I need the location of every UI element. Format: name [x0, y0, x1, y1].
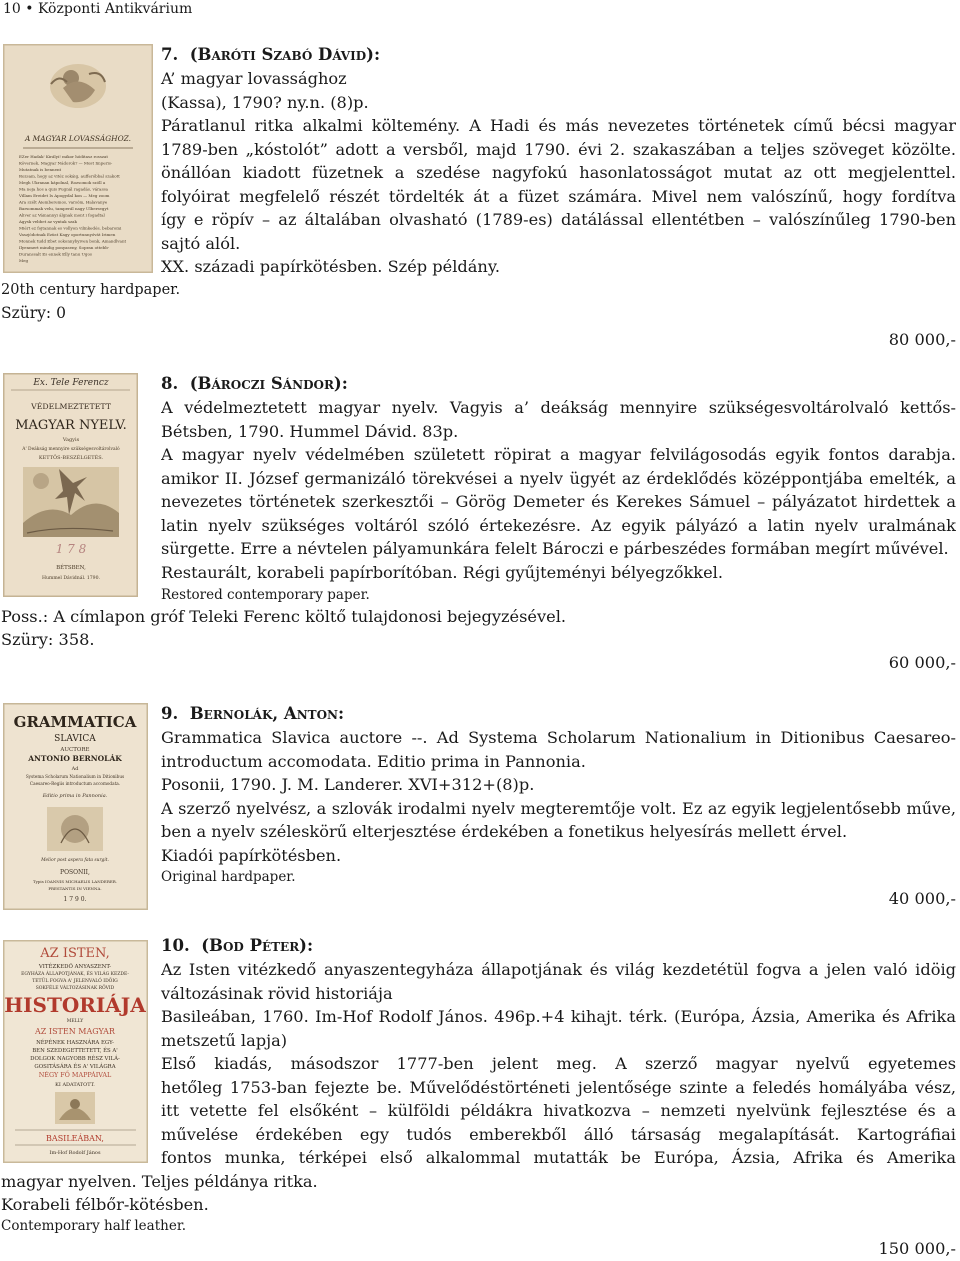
body-line: amikor II. József germanizáló törekvései a nyelv ügyét az érdeklődés középpontjába emelték, a	[161, 468, 956, 488]
cover-line: ANTONIO BERNOLÁK	[28, 754, 122, 763]
cover-text-line: Vaszjódotnak Ezüst Kagy oportunnyóvát Irimen	[19, 232, 116, 237]
body-line: Kiadói papírkötésben.	[161, 845, 342, 865]
cover-inscription: Ex. Tele Ferencz	[33, 378, 109, 388]
cover-line: Editio prima in Pannonia.	[42, 793, 108, 799]
cover-line: AZ ISTEN,	[40, 946, 110, 961]
body-line: Restaurált, korabeli papírborítóban. Régi gyűjteményi bélyegzőkkel.	[161, 562, 724, 582]
lot-number: 7.	[161, 45, 179, 64]
body-line: Bétsben, 1790. Hummel Dávid. 83p.	[161, 421, 459, 441]
body-line: nevezetes történetek szerkesztői – Görög Demeter és Kerekes Sámuel – pályázatot hirdettek a	[161, 492, 956, 511]
cover-image-lot-10	[3, 940, 148, 1163]
cover-line: KI ADATATOTT.	[55, 1082, 95, 1088]
cover-line: MAGYAR NYELV.	[15, 418, 127, 433]
body-line: XX. századi papírkötésben. Szép példány.	[161, 257, 500, 276]
cover-line: NÉPÉNEK HASZNÁRA EGY-	[36, 1040, 114, 1046]
cover-line: Melior post aspera fata surgit.	[41, 858, 109, 863]
lot-author: (Bároczi Sándor):	[189, 374, 348, 393]
cover-text-line: Kövernek, Magyar Nádorok? — Most Imperis-	[19, 160, 113, 166]
body-line: változásinak rövid historiája	[161, 983, 393, 1003]
lot-author: (Baróti Szabó Dávid):	[189, 45, 381, 64]
lot-7-side-note: 20th century hardpaper.	[1, 282, 181, 298]
cover-line: Vagyis	[62, 437, 80, 443]
lot-10-side-note: Contemporary half leather.	[1, 1218, 187, 1234]
cover-text-line: Meg	[19, 258, 29, 263]
cover-text-line: Miért ez fojtannak es vollyon vilinkedés, bebaromi	[19, 225, 122, 231]
lot-8-side-note: Restored contemporary paper.	[161, 587, 370, 603]
cover-line: KETTŐS-BESZÉLGETÉS.	[38, 455, 104, 461]
cover-text-line: Duranssalt Es ennek Elly tanu Ugos	[19, 251, 92, 257]
body-line: A védelmeztetett magyar nyelv. Vagyis a’ deákság mennyire szükségesvoltárolvaló kettős-	[161, 398, 956, 417]
body-line: sürgette. Erre a névtelen pályamunkára felelt Bároczi e párbeszédes formában megírt művével.	[161, 539, 949, 558]
body-line: Posonii, 1790. J. M. Landerer. XVI+312+(8)p.	[161, 775, 535, 794]
body-line: A szerző nyelvész, a szlovák irodalmi nyelv megteremtője volt. Ez az egyik legjelentősebb műve,	[161, 798, 956, 818]
lot-author: Bernolák, Anton:	[189, 704, 345, 723]
cover-text-line: Villam Ereidet Is Apogydal kon — Meg zoom	[19, 193, 110, 198]
lot-number: 9.	[161, 704, 179, 723]
body-line: ben a nyelv széleskörű elterjesztése érdekében a fonetikus helyesírás mellett érvel.	[161, 822, 848, 841]
lot-10-price: 150 000,-	[878, 1239, 956, 1258]
body-line: folyóirat megfelelő részét tördelték át a füzet számára. Mivel nem valószínű, hogy fordítva	[161, 186, 956, 206]
cover-line: PRESTANTIS IN VIENNA.	[48, 886, 102, 891]
cover-line: TETÜL FOGVA A' JELENVALÓ IDÖIG	[32, 979, 118, 984]
cover-line: 1 7 9 0.	[63, 896, 87, 903]
cover-line: Ad	[71, 766, 79, 772]
cover-text-line: Barsommak velu, tamperál nagy Ulbersegyt	[19, 206, 109, 211]
running-header: 10 • Központi Antikvárium	[3, 1, 193, 17]
cover-text-line: Monnek tudd Ebet sokonnybyiven bonk, Amandlvant	[19, 238, 127, 244]
body-line: fontos munka, térképei első alkalommal mutatták be Európa, Ázsia, Afrika és Amerika	[161, 1148, 956, 1167]
cover-line: EGYHÁZA ÁLLAPOTJÁNAK, ÉS VILÁG KEZDE-	[21, 972, 129, 977]
cover-text-line: EZer Hadak' Királyi! mikor hóditasz rosszat	[19, 154, 108, 159]
lot-author: (Bod Péter):	[201, 936, 314, 955]
lot-number: 10.	[161, 936, 190, 955]
cover-line: Typis IOANNIS MICHAELIS LANDERER.	[32, 879, 118, 884]
cover-line: NÉGY FŐ MAPPÁIVAL	[38, 1071, 112, 1079]
lot-7-heading	[161, 43, 380, 67]
body-line: Páratlanul ritka alkalmi költemény. A Hadi és más nevezetes történetek című bécsi magyar	[161, 116, 956, 135]
cover-text-line: Agysk vebbet az vyntak szak	[19, 219, 77, 224]
body-line: művelése érdekében egy tudós emberekből álló társaság megalapítását. Kartográfiai	[161, 1124, 956, 1144]
lot-number: 8.	[161, 374, 179, 393]
body-line: A magyar nyelv védelmében született röpirat a magyar felvilágosodás egyik fontos darabja.	[161, 445, 956, 464]
body-line: Basileában, 1760. Im-Hof Rodolf János. 496p.+4 kihajt. térk. (Európa, Ázsia, Amerika és Afrika	[161, 1007, 956, 1026]
cover-line: VITÉZKEDŐ ANYASZENT-	[38, 964, 112, 970]
cover-line: VÉDELMEZTETETT	[31, 402, 111, 411]
cover-text-line: Megh Ukranan kápolnal, Rozsomok szóll a	[19, 180, 106, 185]
body-line: metszetű lapja)	[161, 1030, 288, 1050]
lot-8-provenance: Poss.: A címlapon gróf Teleki Ferenc költő tulajdonosi bejegyzésével.	[1, 607, 567, 626]
cover-line: BÉTSBEN,	[56, 565, 86, 571]
cover-title: A MAGYAR LOVASSÁGHOZ.	[24, 134, 132, 143]
body-line: magyar nyelven. Teljes példánya ritka.	[1, 1171, 318, 1191]
body-line: A’ magyar lovassághoz	[161, 69, 347, 88]
cover-stamp: 1 7 8	[55, 542, 87, 556]
cover-illustration	[3, 940, 148, 1163]
cover-line: Hummel Dávidnál. 1790.	[42, 576, 100, 581]
cover-text-line: Rozsam, hogy az vitéz sokáig, aufferóbbal szakott	[19, 173, 120, 179]
cover-line: AZ ISTEN MAGYAR	[35, 1027, 115, 1036]
body-line: 1789-ben „kóstolót” adott a versből, majd 1790. évi 2. szakaszában a teljes szöveget közölte.	[161, 139, 956, 159]
body-line: latin nyelv szükséges voltáról szóló értekezésre. Az egyik pályázó a latin nyelv uralmának	[161, 515, 956, 535]
cover-line: A' Deákság mennyire szükségesvoltárolvaló	[22, 447, 120, 452]
cover-line: AUCTORE	[60, 747, 90, 753]
cover-line: GOSITÁSÁRA ÉS A' VILÁGRA	[34, 1064, 116, 1070]
lot-10-heading	[161, 934, 313, 958]
cover-illustration	[3, 703, 148, 910]
cover-line: GRAMMATICA	[13, 713, 137, 731]
cover-text-line: Aliver az Vámannyi álgnak mont i fogadtal	[19, 212, 105, 218]
cover-line: Caesareo-Regiis introductum accomodata.	[29, 781, 121, 786]
cover-line: Im-Hof Rodolf János	[49, 1150, 101, 1156]
cover-line: DOLGOK NAGYOBB RÉSZ VILÁ-	[30, 1056, 120, 1062]
body-line: Az Isten vitézkedő anyaszentegyháza állapotjának és világ kezdetétül fogva a jelen való idöig	[161, 960, 956, 979]
cover-image-lot-7	[3, 44, 153, 273]
body-line: így e röpív – az általában olvasható (1789-es) datálással ellentétben – valószínűleg 1790-ben	[161, 210, 956, 229]
cover-text-line: Mutatnak is bennent	[19, 167, 62, 172]
cover-line: POSONII,	[60, 869, 90, 876]
cover-text-line: Ara szélt Áiemberemos, varsóm, Halavanye	[19, 199, 108, 205]
body-line: sajtó alól.	[161, 233, 241, 253]
body-line: Grammatica Slavica auctore --. Ad Systema Scholarum Nationalium in Ditionibus Caesareo-	[161, 728, 956, 747]
lot-7-price: 80 000,-	[888, 330, 956, 349]
cover-illustration	[3, 44, 153, 273]
body-line: (Kassa), 1790? ny.n. (8)p.	[161, 92, 369, 112]
lot-8-heading	[161, 372, 348, 396]
cover-text-line: Ma neja hos a quis Fugnál ragadás, várassa	[19, 186, 108, 192]
body-line: Korabeli félbőr-kötésben.	[1, 1195, 209, 1214]
cover-image-lot-8	[3, 373, 138, 597]
cover-line: MELLY	[66, 1019, 84, 1024]
cover-text-line: Ilyenmert mindig ponyaseny, Sopran ottebb-	[19, 245, 110, 250]
lot-9-side-note: Original hardpaper.	[161, 869, 296, 885]
body-line: introductum accomodata. Editio prima in Pannonia.	[161, 751, 586, 771]
body-line: Első kiadás, másodszor 1777-ben jelent meg. A szerző magyar nyelvű egyetemes	[161, 1054, 956, 1073]
cover-line: SOKFÉLE VÁLTOZÁSINAK RÖVID	[35, 986, 115, 991]
lot-8-price: 60 000,-	[888, 653, 956, 672]
cover-illustration	[3, 373, 138, 597]
cover-line: HISTORIÁJA	[4, 993, 146, 1017]
cover-line: BEN SZEDEGETTETETT, ÉS A'	[32, 1048, 118, 1054]
lot-9-heading	[161, 702, 344, 726]
body-line: hetőleg 1753-ban fejezte be. Művelődéstörténeti jelentősége szinte a feledés homályába vész,	[161, 1077, 956, 1097]
cover-line: Systema Scholarum Nationalium in Ditionibus	[25, 774, 125, 779]
cover-line: BASILEÁBAN,	[46, 1134, 104, 1143]
body-line: önállóan kiadott füzetnek a szedése nagyfokú hasonlatosságot mutat az ott megjelenttel.	[161, 163, 956, 182]
cover-line: SLAVICA	[54, 734, 96, 744]
body-line: itt vetette fel elsőként – külföldi példákra hivatkozva – nemzeti nyelvünk fejlesztése és a	[161, 1101, 956, 1120]
cover-image-lot-9	[3, 703, 148, 910]
lot-8-ref: Szüry: 358.	[1, 630, 95, 649]
lot-9-price: 40 000,-	[888, 889, 956, 908]
lot-7-ref: Szüry: 0	[1, 304, 66, 322]
